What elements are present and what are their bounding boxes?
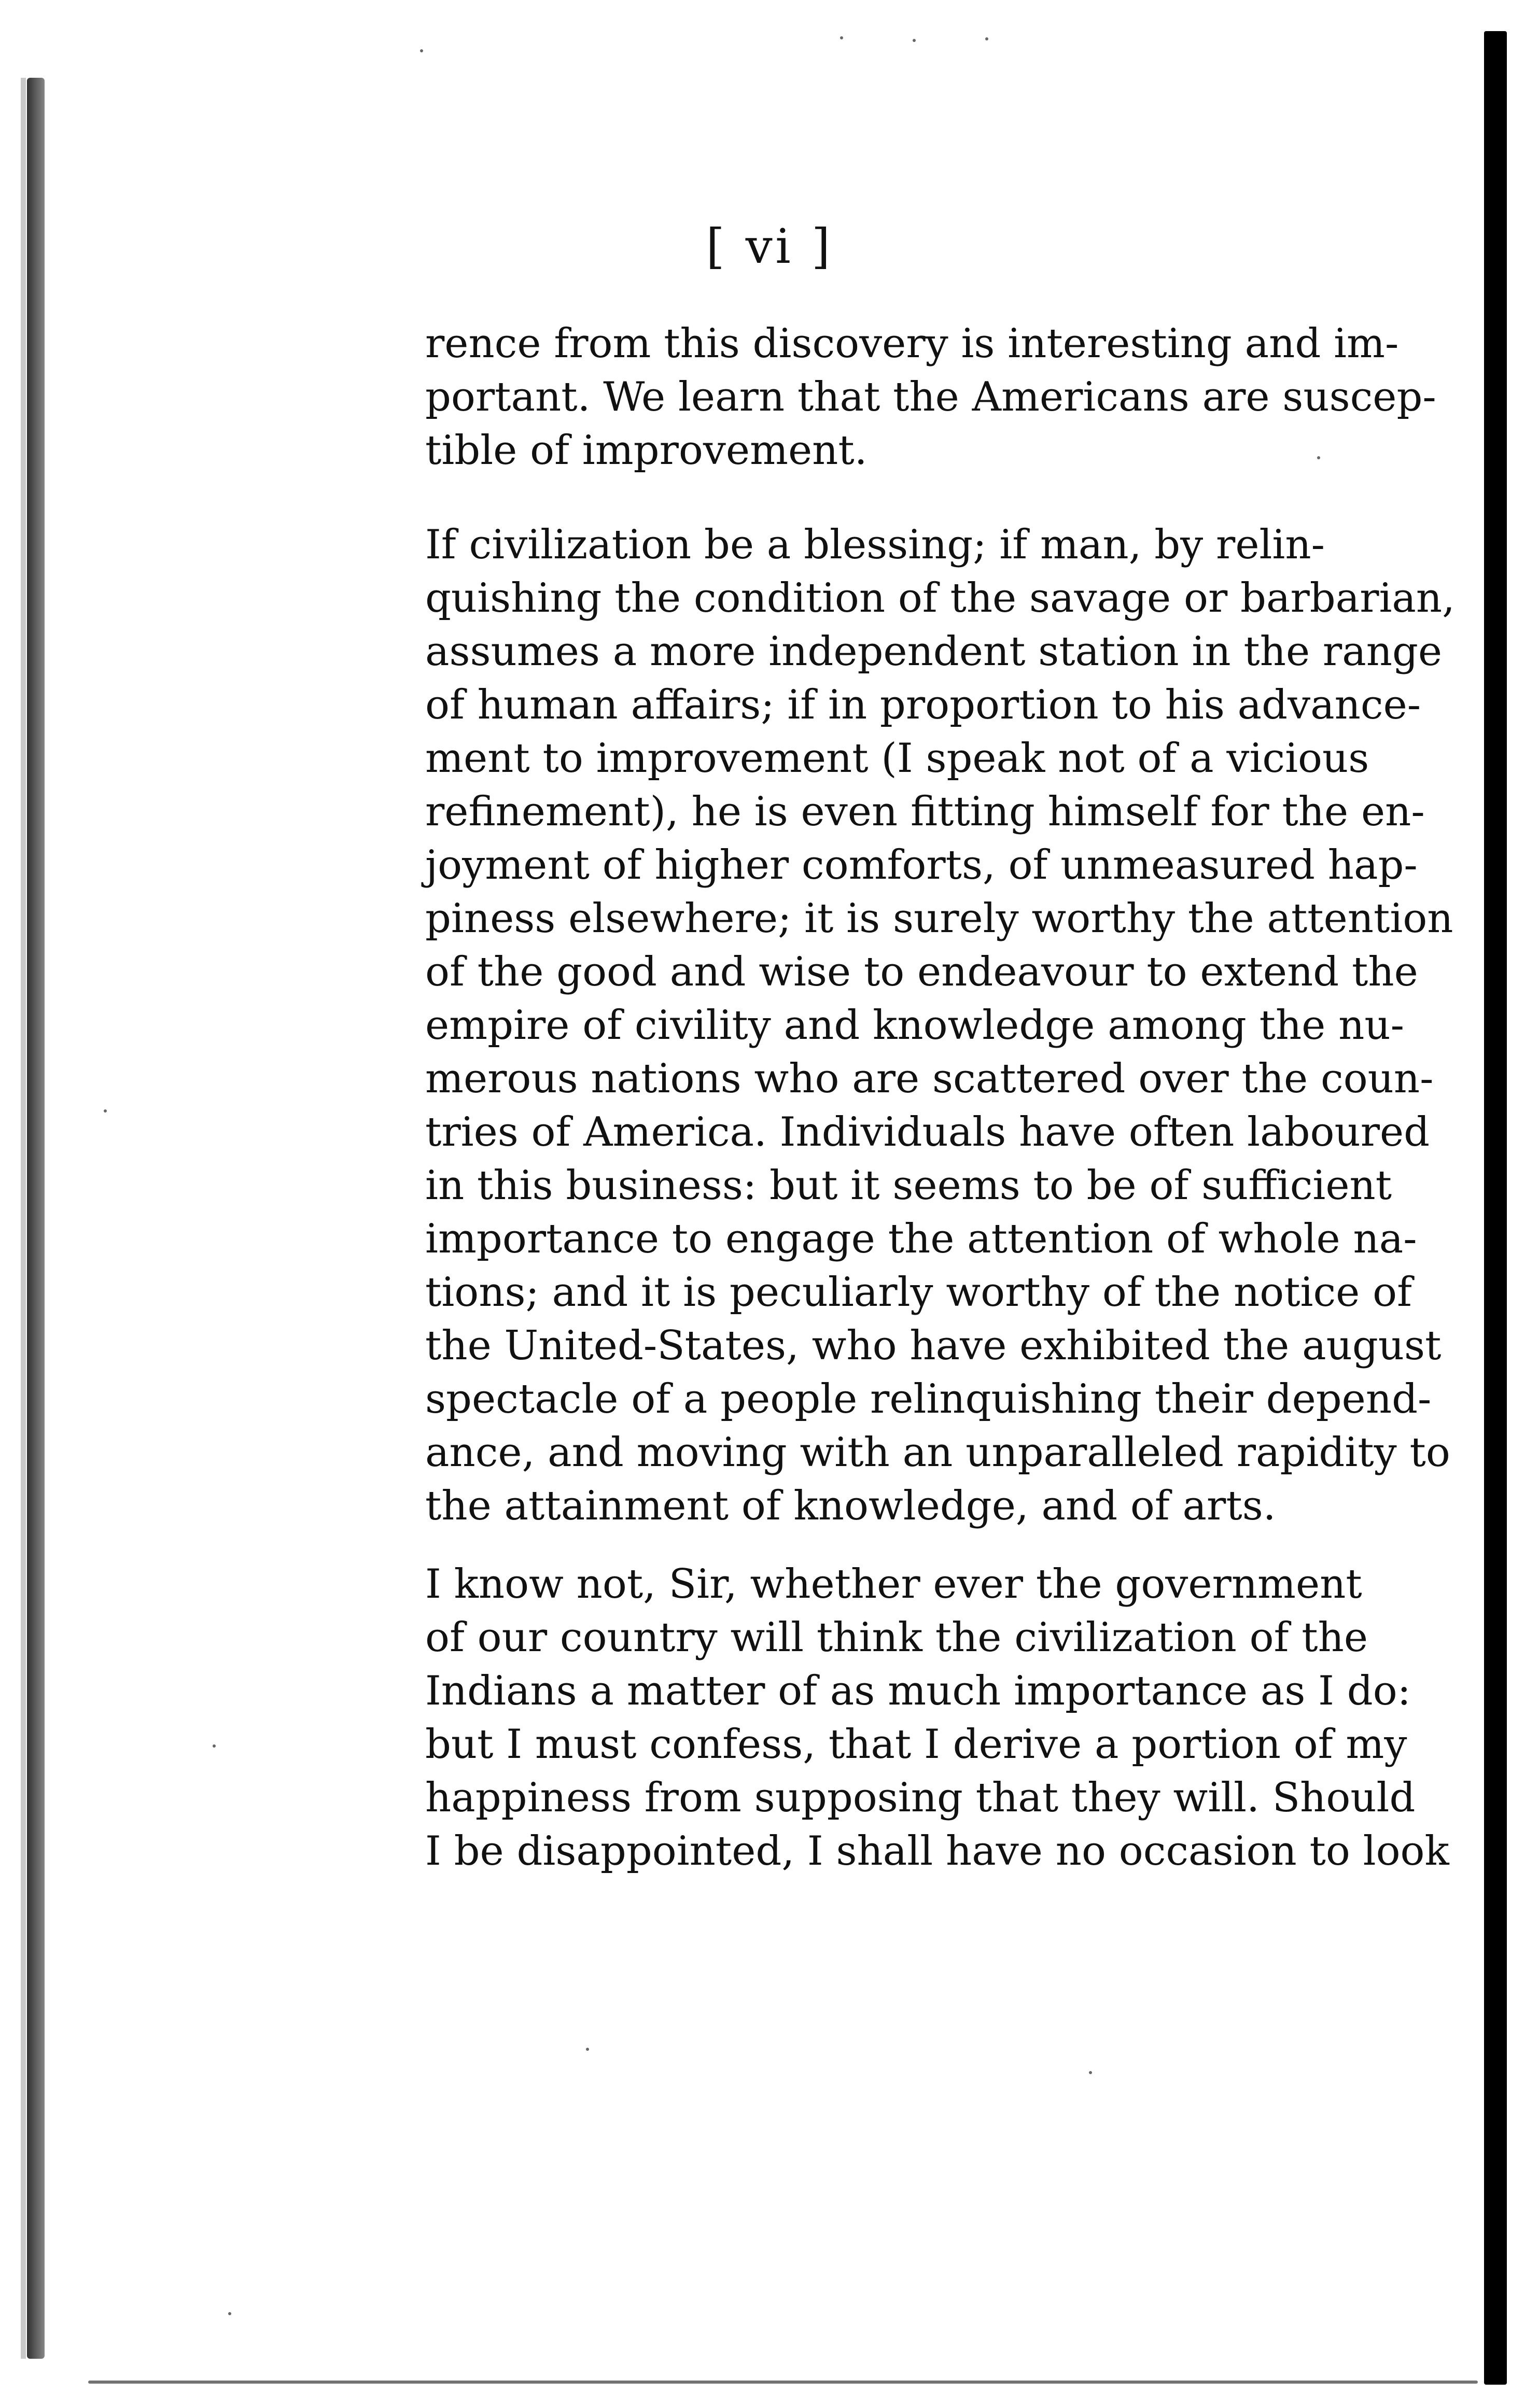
- text-line: portant. We learn that the Americans are suscep-: [425, 374, 1436, 420]
- page-number: [ vi ]: [706, 219, 833, 274]
- text-line: tries of America. Individuals have often laboured: [425, 1109, 1430, 1156]
- text-line: the United-States, who have exhibited the august: [425, 1322, 1442, 1369]
- text-line: If civilization be a blessing; if man, by relin-: [425, 522, 1325, 568]
- text-line: of the good and wise to endeavour to extend the: [425, 949, 1418, 995]
- scan-speck: [840, 36, 843, 39]
- text-line: happiness from supposing that they will. Should: [425, 1775, 1416, 1821]
- paragraph-1: [425, 317, 1436, 477]
- text-line: assumes a more independent station in the range: [425, 628, 1443, 675]
- text-line: importance to engage the attention of whole na-: [425, 1216, 1417, 1262]
- scan-speck: [985, 37, 988, 40]
- text-line: rence from this discovery is interesting and im-: [425, 320, 1399, 367]
- scan-speck: [228, 2312, 231, 2315]
- text-line: but I must confess, that I derive a portion of my: [425, 1721, 1407, 1768]
- text-line: ment to improvement (I speak not of a vicious: [425, 735, 1369, 782]
- text-line: tible of improvement.: [425, 427, 868, 474]
- text-line: of our country will think the civilization of the: [425, 1614, 1368, 1661]
- text-line: refinement), he is even fitting himself for the en-: [425, 788, 1425, 835]
- bottom-edge-line: [88, 2381, 1478, 2384]
- text-line: joyment of higher comforts, of unmeasured hap-: [425, 842, 1418, 889]
- text-line: Indians a matter of as much importance as I do:: [425, 1668, 1411, 1714]
- text-line: I know not, Sir, whether ever the government: [425, 1561, 1362, 1608]
- text-line: tions; and it is peculiarly worthy of the notice of: [425, 1269, 1412, 1316]
- right-page-edge: [1484, 31, 1507, 2385]
- paragraph-3: [425, 1558, 1449, 1878]
- text-line: empire of civility and knowledge among the nu-: [425, 1002, 1404, 1049]
- text-line: I be disappointed, I shall have no occasion to look: [425, 1828, 1449, 1875]
- scan-speck: [213, 1744, 216, 1748]
- text-line: ance, and moving with an unparalleled rapidity to: [425, 1429, 1450, 1476]
- text-line: quishing the condition of the savage or barbarian,: [425, 575, 1455, 622]
- text-line: the attainment of knowledge, and of arts.: [425, 1483, 1276, 1529]
- scan-speck: [913, 39, 916, 42]
- text-line: in this business: but it seems to be of sufficient: [425, 1162, 1392, 1209]
- text-line: merous nations who are scattered over the coun-: [425, 1055, 1434, 1102]
- left-binding-shadow: [27, 78, 45, 2359]
- scan-speck: [1317, 456, 1320, 459]
- text-line: piness elsewhere; it is surely worthy the attention: [425, 895, 1453, 942]
- scan-speck: [420, 49, 423, 52]
- scan-speck: [586, 2048, 589, 2051]
- scan-speck: [1089, 2071, 1092, 2074]
- scan-speck: [104, 1109, 107, 1113]
- paragraph-2: [425, 518, 1455, 1533]
- text-line: spectacle of a people relinquishing their depend-: [425, 1376, 1432, 1423]
- text-line: of human affairs; if in proportion to his advance-: [425, 682, 1421, 728]
